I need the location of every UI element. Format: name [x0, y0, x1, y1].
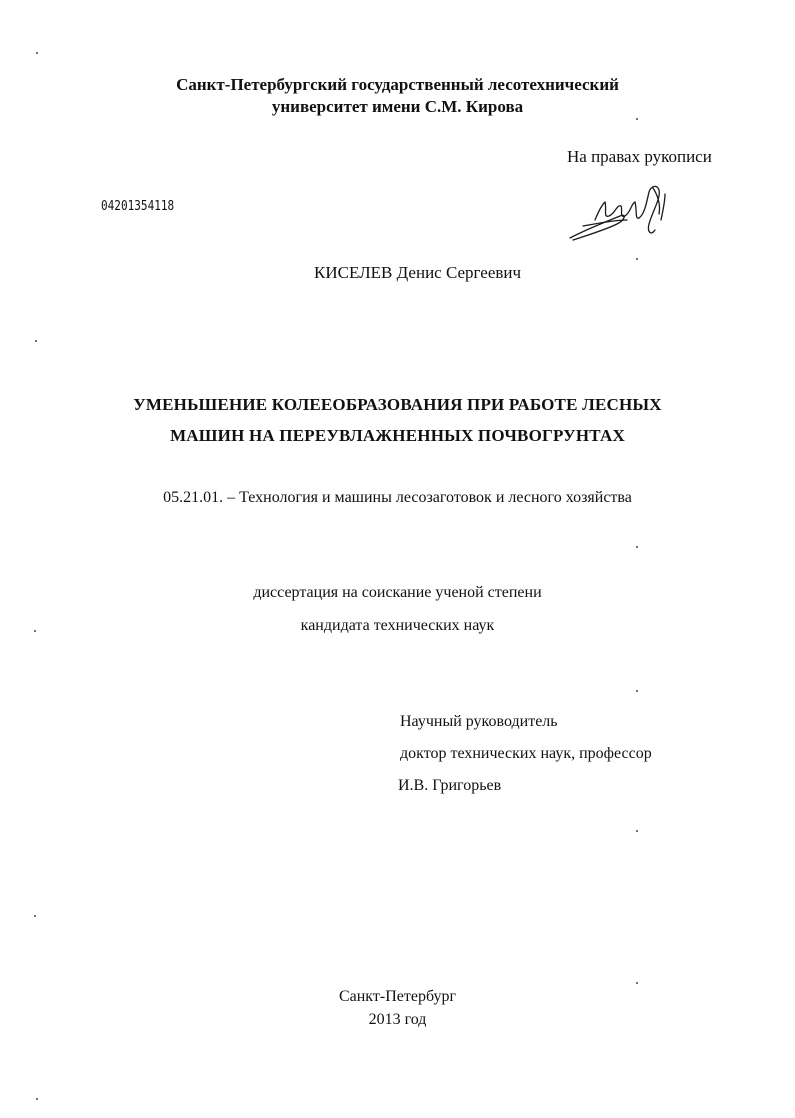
specialty: 05.21.01. – Технология и машины лесозаготовок и лесного хозяйства — [163, 489, 632, 506]
degree-line-1: диссертация на соискание ученой степени — [253, 584, 542, 601]
thesis-title-line-2: МАШИН НА ПЕРЕУВЛАЖНЕННЫХ ПОЧВОГРУНТАХ — [170, 426, 625, 445]
thesis-title-line-1: УМЕНЬШЕНИЕ КОЛЕЕОБРАЗОВАНИЯ ПРИ РАБОТЕ ЛЕСНЫХ — [133, 395, 662, 414]
author-name: КИСЕЛЕВ Денис Сергеевич — [314, 263, 522, 282]
rights-note: На правах рукописи — [567, 147, 712, 166]
scan-speck — [34, 630, 36, 632]
scan-speck — [34, 915, 36, 917]
advisor-label: Научный руководитель — [400, 713, 558, 730]
scan-speck — [36, 1098, 38, 1100]
degree-line-2: кандидата технических наук — [300, 617, 495, 634]
footer-year: 2013 год — [368, 1011, 427, 1028]
document-number: 04201354118 — [101, 199, 175, 214]
scan-speck — [36, 52, 38, 54]
scan-speck — [35, 340, 37, 342]
signature-icon — [565, 180, 675, 245]
scan-speck — [636, 830, 638, 832]
institution-line-1: Санкт-Петербургский государственный лесотехнический — [176, 75, 619, 94]
scan-speck — [636, 118, 638, 120]
advisor-name: И.В. Григорьев — [398, 777, 502, 794]
scan-speck — [636, 690, 638, 692]
footer-city: Санкт-Петербург — [338, 988, 457, 1005]
scan-speck — [636, 982, 638, 984]
scan-speck — [636, 258, 638, 260]
scan-speck — [636, 546, 638, 548]
advisor-rank: доктор технических наук, профессор — [400, 745, 652, 762]
institution-line-2: университет имени С.М. Кирова — [271, 97, 524, 116]
